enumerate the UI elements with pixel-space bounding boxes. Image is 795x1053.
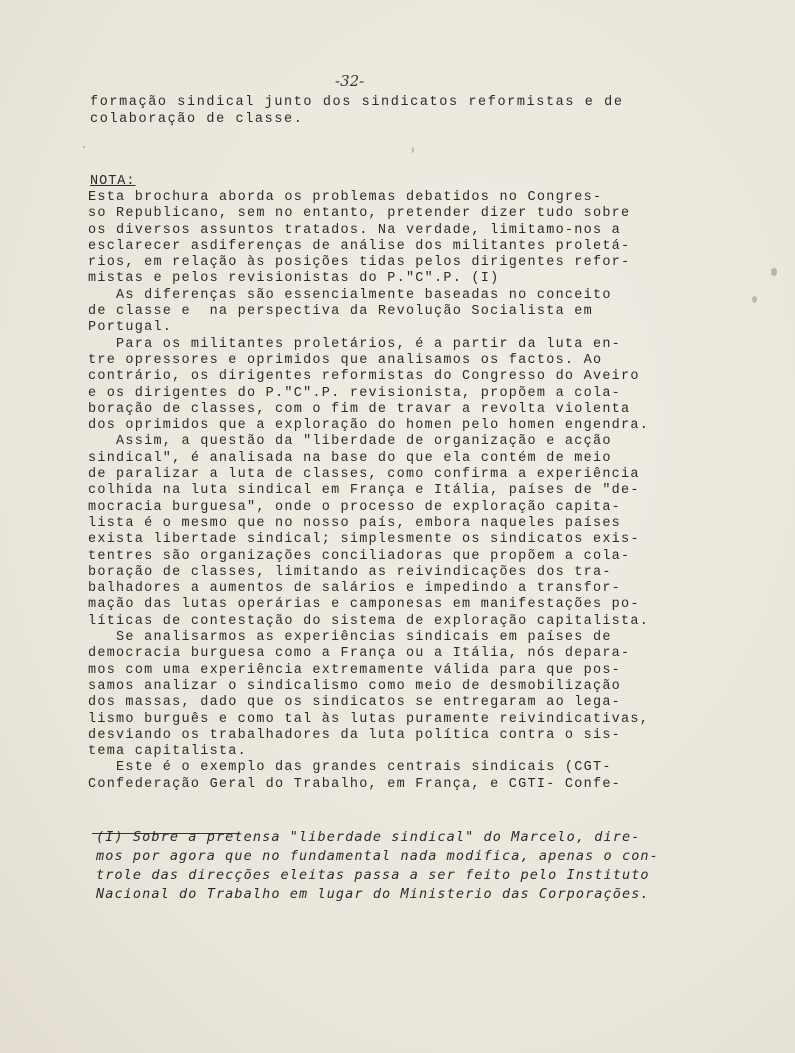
footnote-line: trole das direcções eleitas passa a ser feito pelo Instituto bbox=[96, 867, 650, 883]
paper-speck bbox=[83, 146, 85, 148]
text-line: mos com uma experiência extremamente válida para que pos- bbox=[88, 662, 622, 678]
text-line: so Republicano, sem no entanto, pretender dizer tudo sobre bbox=[88, 206, 631, 222]
text-line: dos massas, dado que os sindicatos se entregaram ao lega- bbox=[88, 695, 622, 711]
text-line: os diversos assuntos tratados. Na verdade, limitamo-nos a bbox=[88, 222, 622, 238]
text-line: sindical", é analisada na base do que ela contém de meio bbox=[88, 450, 612, 466]
text-line: mocracia burguesa", onde o processo de exploração capita- bbox=[88, 499, 622, 515]
text-line: colaboração de classe. bbox=[90, 112, 304, 127]
text-line: Este é o exemplo das grandes centrais sindicais (CGT- bbox=[88, 760, 612, 776]
text-line: Confederação Geral do Trabalho, em França, e CGTI- Confe- bbox=[88, 776, 622, 792]
text-line: tema capitalista. bbox=[88, 744, 247, 760]
text-line: democracia burguesa como a França ou a Itália, nós depara- bbox=[88, 646, 631, 662]
footnote-line: Nacional do Trabalho em lugar do Ministerio das Corporações. bbox=[96, 886, 650, 902]
text-line: de classe e na perspectiva da Revolução Socialista em bbox=[88, 304, 593, 320]
text-line: exista libertade sindical; simplesmente os sindicatos exis- bbox=[88, 532, 640, 548]
text-line: Esta brochura aborda os problemas debatidos no Congres- bbox=[88, 190, 603, 205]
text-line: de paralizar a luta de classes, como confirma a experiência bbox=[88, 467, 640, 483]
text-line: desviando os trabalhadores da luta política contra o sis- bbox=[88, 727, 622, 743]
text-line: mistas e pelos revisionistas do P."C".P. (I) bbox=[88, 271, 500, 287]
text-line: lista é o mesmo que no nosso país, embora naqueles países bbox=[88, 515, 622, 531]
text-line: líticas de contestação do sistema de exploração capitalista. bbox=[88, 613, 650, 629]
text-line: Portugal. bbox=[88, 320, 173, 336]
paper-speck bbox=[752, 296, 757, 303]
footnote-line: mos por agora que no fundamental nada modifica, apenas o con- bbox=[96, 848, 659, 864]
text-line: contrário, os dirigentes reformistas do Congresso do Aveiro bbox=[88, 369, 640, 385]
text-line: boração de classes, com o fim de travar a revolta violenta bbox=[88, 401, 631, 417]
text-line: e os dirigentes do P."C".P. revisionista, propõem a cola- bbox=[88, 385, 622, 401]
paper-speck bbox=[771, 268, 777, 276]
text-line: tentres são organizações conciliadoras que propõem a cola- bbox=[88, 548, 631, 564]
text-line: colhida na luta sindical em França e Itália, países de "de- bbox=[88, 483, 640, 499]
nota-heading: NOTA: bbox=[90, 174, 136, 189]
text-line: dos oprimidos que a exploração do homen pelo homen engendra. bbox=[88, 418, 650, 434]
text-line: rios, em relação às posições tidas pelos dirigentes refor- bbox=[88, 255, 631, 271]
text-line: boração de classes, limitando as reivindicações dos tra- bbox=[88, 564, 612, 580]
paper-speck bbox=[412, 147, 414, 153]
text-line: formação sindical junto dos sindicatos reformistas e de bbox=[90, 95, 624, 110]
text-line: esclarecer asdiferenças de análise dos militantes proletá- bbox=[88, 238, 631, 254]
page-number: -32- bbox=[335, 72, 365, 90]
text-line: lismo burguês e como tal às lutas puramente reivindicativas, bbox=[88, 711, 650, 727]
text-line: As diferenças são essencialmente baseadas no conceito bbox=[88, 287, 612, 303]
text-line: Assim, a questão da "liberdade de organização e acção bbox=[88, 434, 612, 450]
text-line: tre opressores e oprimidos que analisamos os factos. Ao bbox=[88, 352, 603, 368]
text-line: Se analisarmos as experiências sindicais em países de bbox=[88, 630, 612, 646]
footnote-line: (I) Sobre a pretensa "liberdade sindical" do Marcelo, dire- bbox=[96, 829, 641, 845]
text-line: mação das lutas operárias e camponesas em manifestações po- bbox=[88, 597, 640, 613]
text-line: samos analizar o sindicalismo como meio de desmobilização bbox=[88, 678, 622, 694]
text-line: balhadores a aumentos de salários e impedindo a transfor- bbox=[88, 581, 622, 597]
nota-body bbox=[88, 190, 649, 793]
text-line: Para os militantes proletários, é a partir da luta en- bbox=[88, 336, 622, 352]
intro-paragraph bbox=[90, 94, 624, 128]
footnote bbox=[96, 828, 659, 904]
